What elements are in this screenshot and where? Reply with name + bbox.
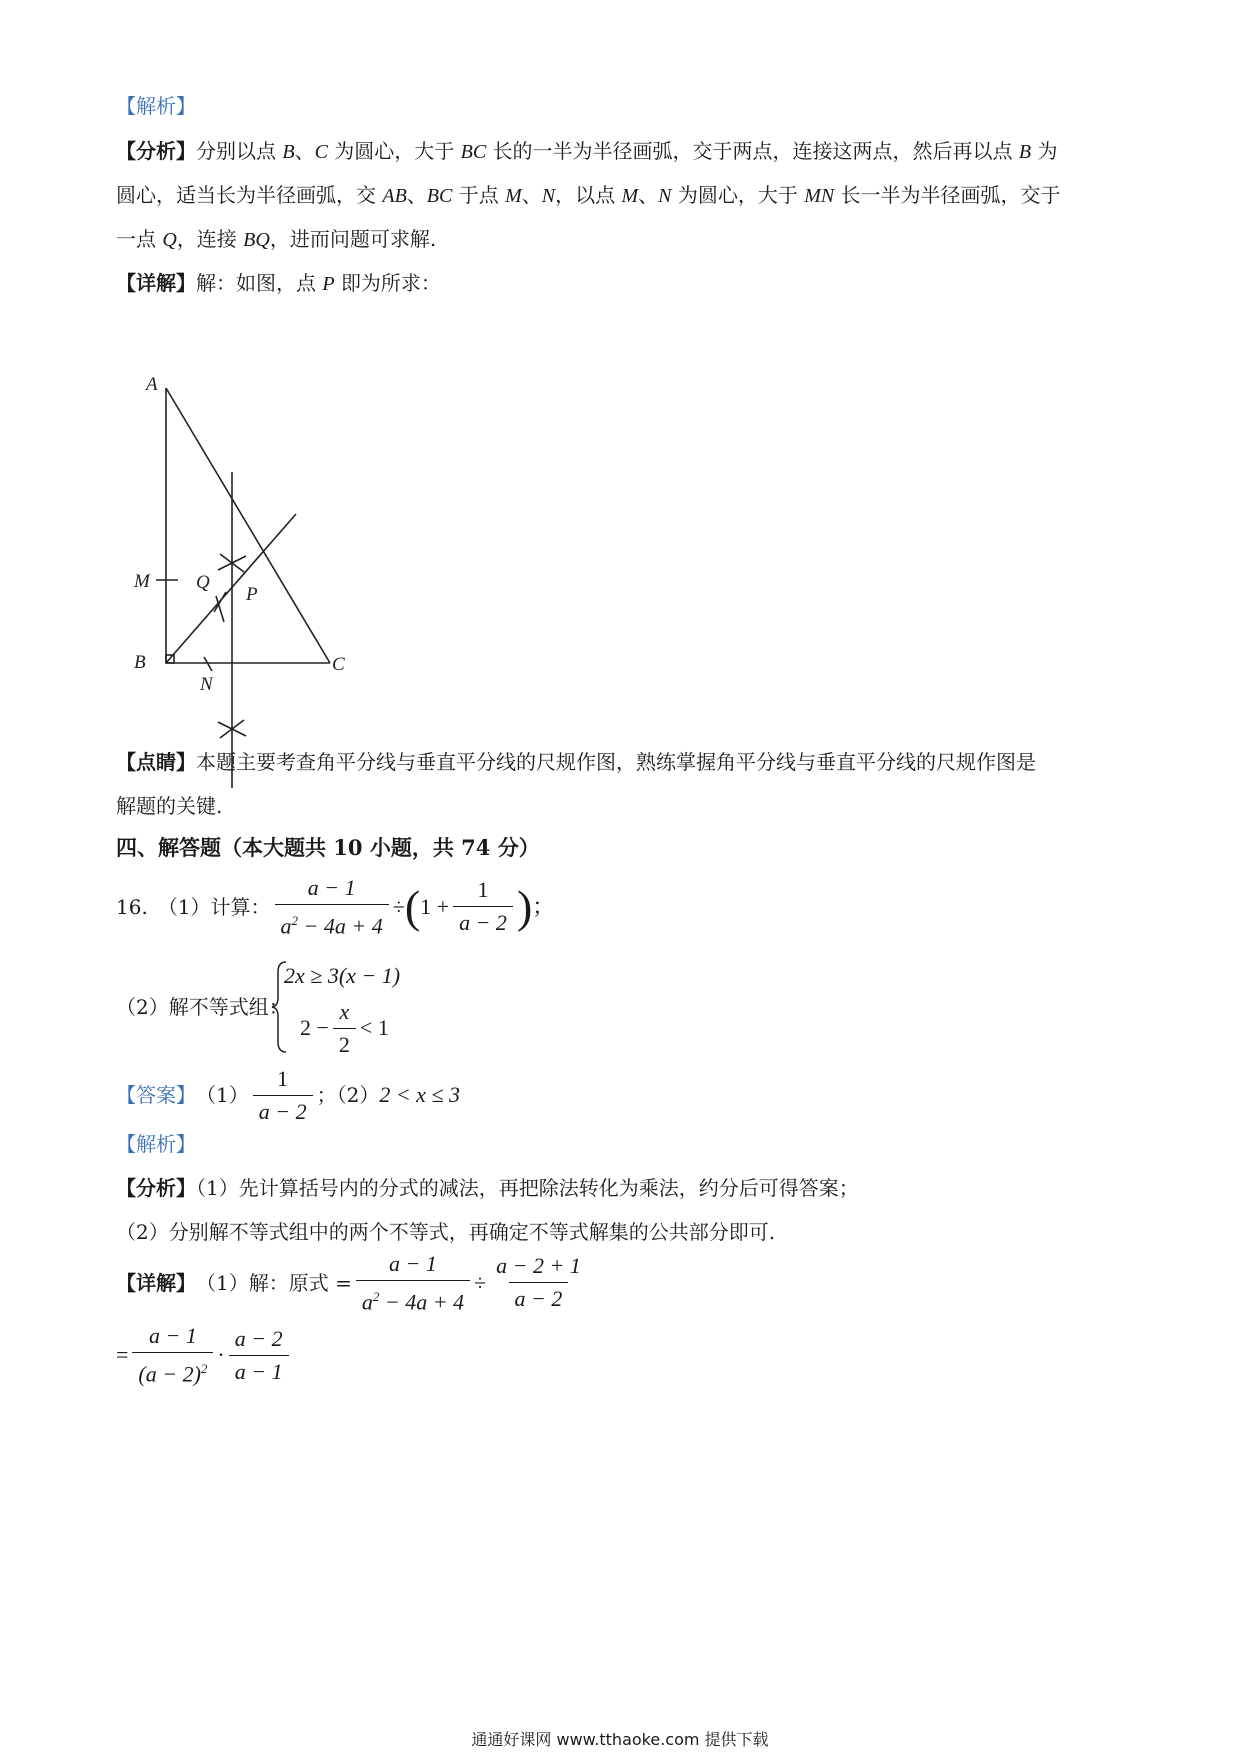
angle-bisector — [166, 514, 296, 663]
analysis-line-2: 圆心，适当长为半径画弧，交 AB、BC 于点 M、N，以点 M、N 为圆心，大于 MN 长一半为半径画弧，交于 — [116, 183, 1061, 207]
question-16-part-2-label: （2）解不等式组： — [116, 995, 289, 1019]
label-b: B — [134, 652, 146, 673]
label-n: N — [200, 674, 213, 695]
segment-ac — [166, 388, 330, 663]
analysis-line-3: 一点 Q，连接 BQ，进而问题可求解. — [116, 227, 437, 251]
key-point-line-2: 解题的关键. — [116, 794, 223, 818]
fraction-2: $\frac{1}{a - 2}$ — [453, 877, 513, 936]
inequality-1: 2x ≥ 3(x − 1) — [284, 963, 401, 988]
analysis-tag-2: 【解析】 — [116, 1132, 196, 1156]
geometry-figure — [120, 360, 360, 800]
analysis-2-line-1: 【分析】（1）先计算括号内的分式的减法，再把除法转化为乘法，约分后可得答案； — [116, 1176, 859, 1200]
footer-watermark: 通通好课网 www.tthaoke.com 提供下载 — [471, 1730, 769, 1749]
label-m: M — [134, 571, 150, 592]
key-point-line-1: 【点睛】本题主要考查角平分线与垂直平分线的尺规作图，熟练掌握角平分线与垂直平分线的尺规作图是 — [116, 750, 1036, 774]
label-c: C — [332, 654, 345, 675]
analysis-line-1: 【分析】分别以点 B、C 为圆心，大于 BC 长的一半为半径画弧，交于两点，连接这两点，然后再以点 B 为 — [116, 139, 1058, 163]
label-a: A — [146, 374, 158, 395]
arc-mark-n — [204, 657, 212, 671]
section-heading: 四、解答题（本大题共 10 小题，共 74 分） — [116, 835, 540, 860]
answer-line: 【答案】 （1） $\frac{1}{a - 2}$ ；（2） 2 < x ≤ 3 — [116, 1065, 461, 1124]
label-p: P — [246, 584, 258, 605]
analysis-tag: 【解析】 — [116, 94, 196, 118]
question-16-part-1: 16. （1）计算： $\frac{a - 1}{a^2 - 4a + 4}$ ÷ ( 1 + $\frac{1}{a - 2}$ ) ； — [116, 874, 555, 939]
label-q: Q — [196, 572, 210, 593]
inequality-2: 2 − $\frac{x}{2}$ < 1 — [300, 998, 389, 1057]
analysis-2-line-2: （2）分别解不等式组中的两个不等式，再确定不等式解集的公共部分即可. — [116, 1220, 776, 1244]
solution-intro: 【详解】解：如图，点 P 即为所求： — [116, 271, 441, 295]
solution-line-2: = $\frac{a - 1}{(a - 2)^2}$ · $\frac{a - 2}{a - 1}$ — [116, 1322, 293, 1388]
solution-line-1: 【详解】 （1）解：原式 = $\frac{a - 1}{a^2 - 4a + 4}$ ÷ $\frac{a - 2 + 1}{a - 2}$ — [116, 1250, 581, 1315]
question-number: 16. — [116, 895, 148, 919]
fraction-1: $\frac{a - 1}{a^2 - 4a + 4}$ — [275, 875, 389, 939]
